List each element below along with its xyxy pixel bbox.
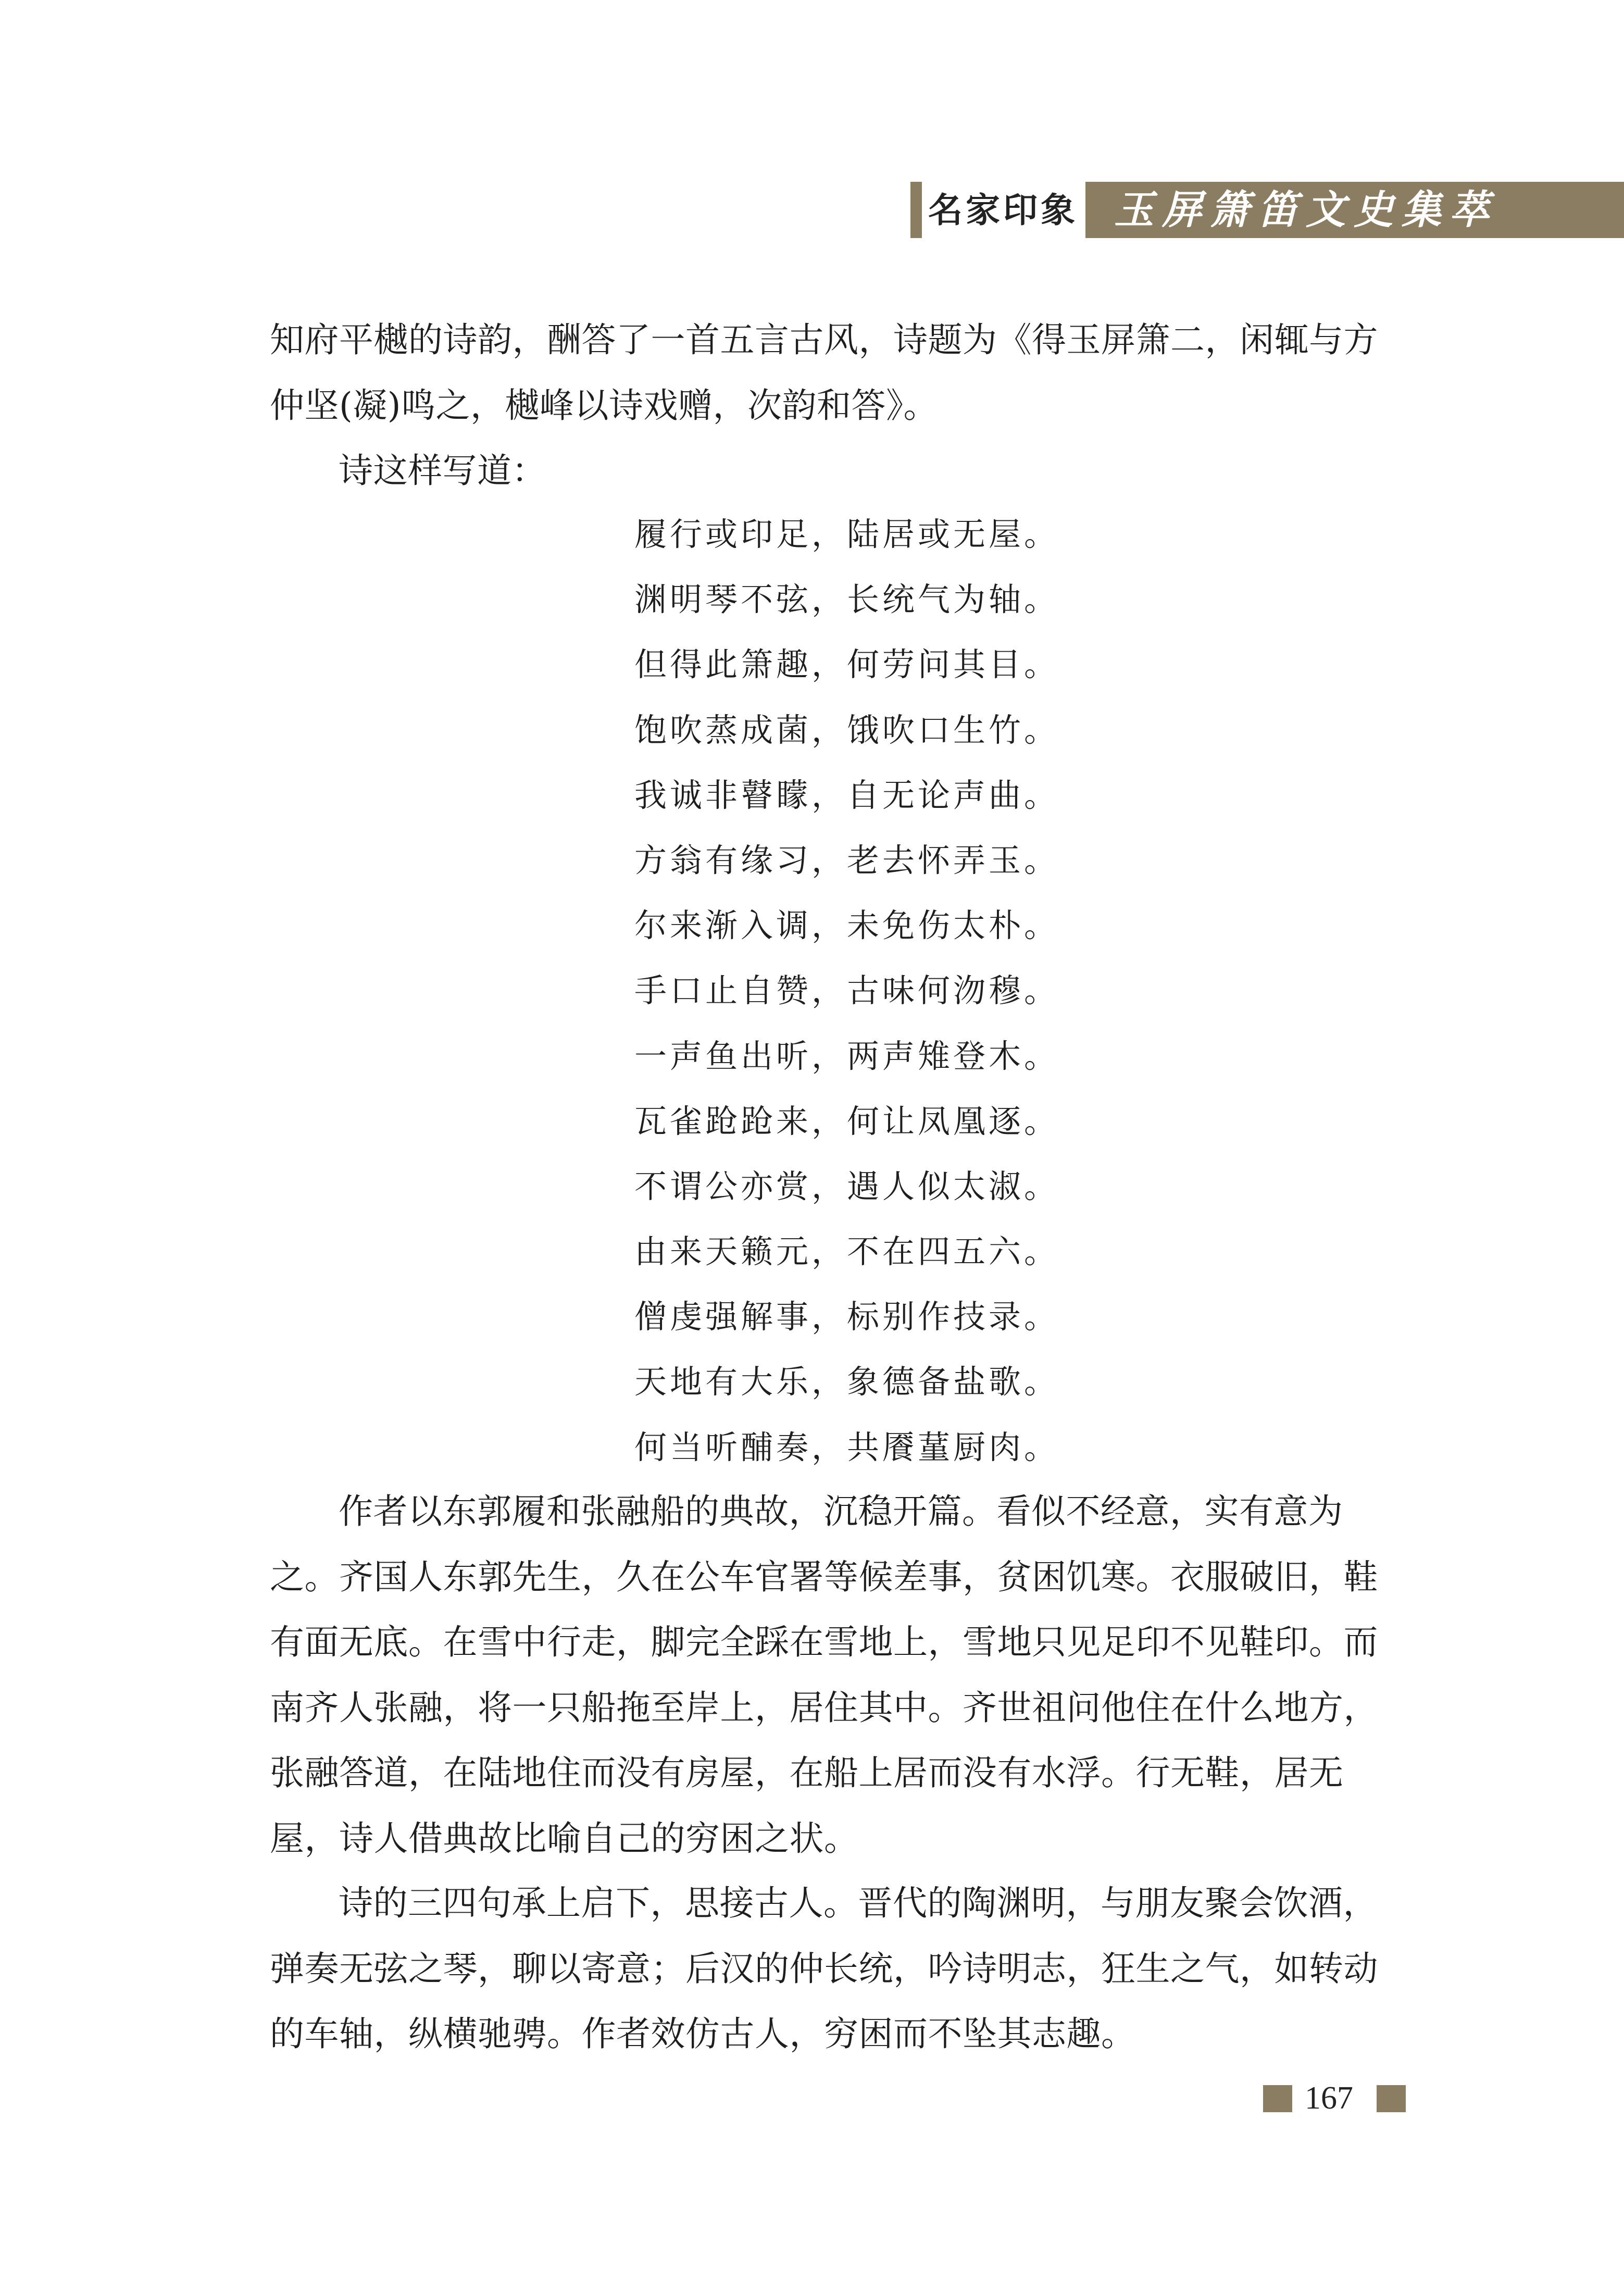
poem-line: 但得此箫趣，何劳问其目。 — [634, 645, 1060, 684]
poem-line: 饱吹蒸成菌，饿吹口生竹。 — [634, 710, 1060, 749]
paragraph-lead-in: 诗这样写道： — [339, 451, 546, 491]
poem-line: 天地有大乐，象德备盐歌。 — [634, 1363, 1060, 1401]
poem-line: 不谓公亦赏，遇人似太淑。 — [634, 1167, 1060, 1205]
poem — [634, 502, 1059, 1480]
poem-line: 尔来渐入调，未免伤太朴。 — [634, 906, 1060, 945]
paragraph-commentary-1: 作者以东郭履和张融船的典故，沉稳开篇。看似不经意，实有意为之。齐国人东郭先生，久在公车官署等候差事，贫困饥寒。衣服破旧，鞋有面无底。在雪中行走，脚完全踩在雪地上，雪地只见足印不见鞋印。而南齐人张融，将一只船拖至岸上，居住其中。齐世祖问他住在什么地方，张融答道，在陆地住而没有房屋，在船上居而没有水浮。行无鞋，居无屋，诗人借典故比喻自己的穷困之状。 — [270, 1491, 1378, 1859]
book-title: 玉屏箫笛文史集萃 — [1114, 186, 1497, 233]
poem-line: 一声鱼出听，两声雉登木。 — [634, 1037, 1060, 1075]
poem-line: 僧虔强解事，标别作技录。 — [634, 1298, 1060, 1336]
paragraph-commentary-2: 诗的三四句承上启下，思接古人。晋代的陶渊明，与朋友聚会饮酒，弹奏无弦之琴，聊以寄意；后汉的仲长统，吟诗明志，狂生之气，如转动的车轴，纵横驰骋。作者效仿古人，穷困而不坠其志趣。 — [270, 1883, 1378, 2054]
poem-line: 我诚非瞽矇，自无论声曲。 — [634, 776, 1060, 814]
page-number: 167 — [1305, 2080, 1353, 2116]
footer-square-right — [1377, 2085, 1406, 2112]
poem-line: 渊明琴不弦，长统气为轴。 — [634, 580, 1060, 619]
section-title: 名家印象 — [928, 190, 1078, 230]
footer-square-left — [1263, 2085, 1292, 2112]
poem-line: 何当听酺奏，共餍蓳厨肉。 — [634, 1428, 1060, 1466]
poem-line: 瓦雀跄跄来，何让凤凰逐。 — [634, 1102, 1060, 1140]
book-title-banner — [1085, 182, 1624, 238]
poem-line: 手口止自赞，古味何沕穆。 — [634, 971, 1060, 1010]
paragraph-intro: 知府平樾的诗韵，酬答了一首五言古风，诗题为《得玉屏箫二，闲辄与方仲坚(凝)鸣之，樾峰以诗戏赠，次韵和答》。 — [270, 320, 1378, 426]
poem-line: 由来天籁元，不在四五六。 — [634, 1232, 1060, 1271]
header-accent-bar — [910, 182, 922, 238]
poem-line: 方翁有缘习，老去怀弄玉。 — [634, 841, 1060, 879]
poem-line: 履行或印足，陆居或无屋。 — [634, 515, 1060, 553]
running-header — [910, 182, 1624, 238]
